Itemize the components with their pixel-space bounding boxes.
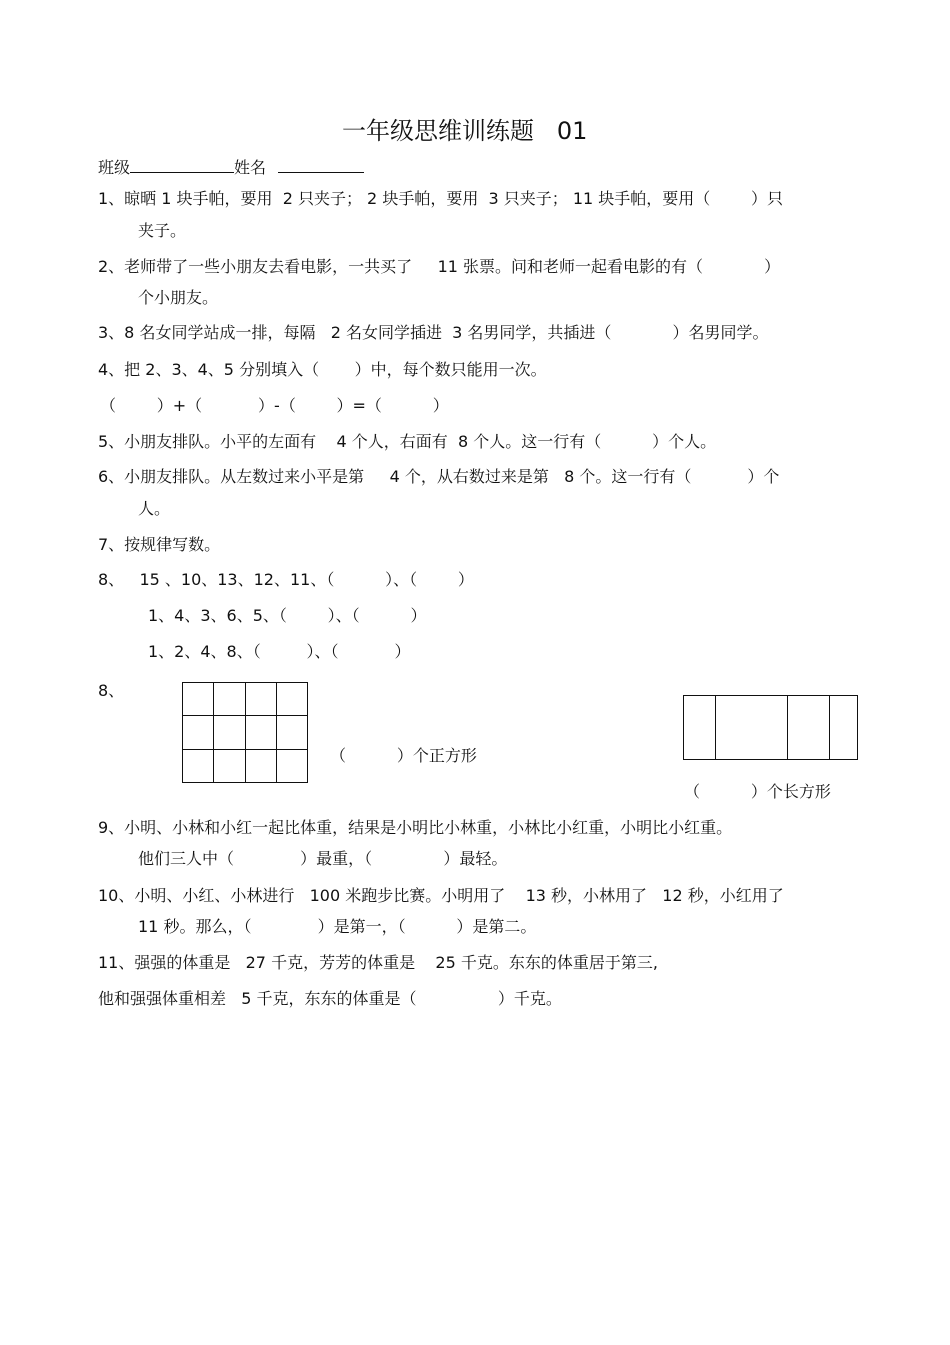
question-8-sequence-3: 1、2、4、8、（ ）、（ ） [148, 642, 411, 661]
name-blank[interactable] [278, 155, 364, 173]
class-label: 班级 [98, 158, 131, 177]
question-2-line1: 2、老师带了一些小朋友去看电影，一共买了 11 张票。问和老师一起看电影的有（ ） [98, 257, 781, 276]
question-11-line2: 他和强强体重相差 5 千克，东东的体重是（ ）千克。 [98, 989, 562, 1008]
question-10-line1: 10、小明、小红、小林进行 100 米跑步比赛。小明用了 13 秒，小林用了 12 秒，小红用了 [98, 886, 784, 905]
question-8-sequence-2: 1、4、3、6、5、（ ）、（ ） [148, 606, 427, 625]
question-10-line2: 11 秒。那么，（ ）是第一，（ ）是第二。 [138, 917, 537, 936]
square-grid-figure [182, 682, 308, 783]
question-6-line2: 人。 [138, 499, 171, 518]
class-name-header [98, 155, 364, 178]
class-blank[interactable] [130, 155, 234, 173]
question-4-line1: 4、把 2、3、4、5 分别填入（ ）中，每个数只能用一次。 [98, 360, 547, 379]
question-5-line1: 5、小朋友排队。小平的左面有 4 个人，右面有 8 个人。这一行有（ ）个人。 [98, 432, 717, 451]
question-11-line1: 11、强强的体重是 27 千克，芳芳的体重是 25 千克。东东的体重居于第三, [98, 953, 658, 972]
question-1-line2: 夹子。 [138, 221, 187, 240]
question-2-line2: 个小朋友。 [138, 288, 219, 307]
question-6-line1: 6、小朋友排队。从左数过来小平是第 4 个，从右数过来是第 8 个。这一行有（ ）个 [98, 467, 780, 486]
question-4-equation: （ ）+（ ）-（ ）=（ ） [100, 396, 449, 415]
page-title: 一年级思维训练题 01 [342, 117, 588, 145]
rectangles-count-text: （ ）个长方形 [684, 782, 831, 801]
question-3-line1: 3、8 名女同学站成一排，每隔 2 名女同学插进 3 名男同学，共插进（ ）名男同学。 [98, 323, 769, 342]
question-8b-label: 8、 [98, 681, 125, 700]
name-label: 姓名 [234, 158, 267, 177]
question-9-line1: 9、小明、小林和小红一起比体重，结果是小明比小林重，小林比小红重，小明比小红重。 [98, 818, 733, 837]
question-8-sequence-1: 8、 15 、10、13、12、11、（ ）、（ ） [98, 570, 474, 589]
rectangle-figure [683, 695, 858, 760]
squares-count-text: （ ）个正方形 [330, 746, 477, 765]
question-7-line1: 7、按规律写数。 [98, 535, 221, 554]
question-9-line2: 他们三人中（ ）最重，（ ）最轻。 [138, 849, 508, 868]
question-1-line1: 1、晾晒 1 块手帕，要用 2 只夹子； 2 块手帕，要用 3 只夹子； 11 块手帕，要用（ ）只 [98, 189, 783, 208]
